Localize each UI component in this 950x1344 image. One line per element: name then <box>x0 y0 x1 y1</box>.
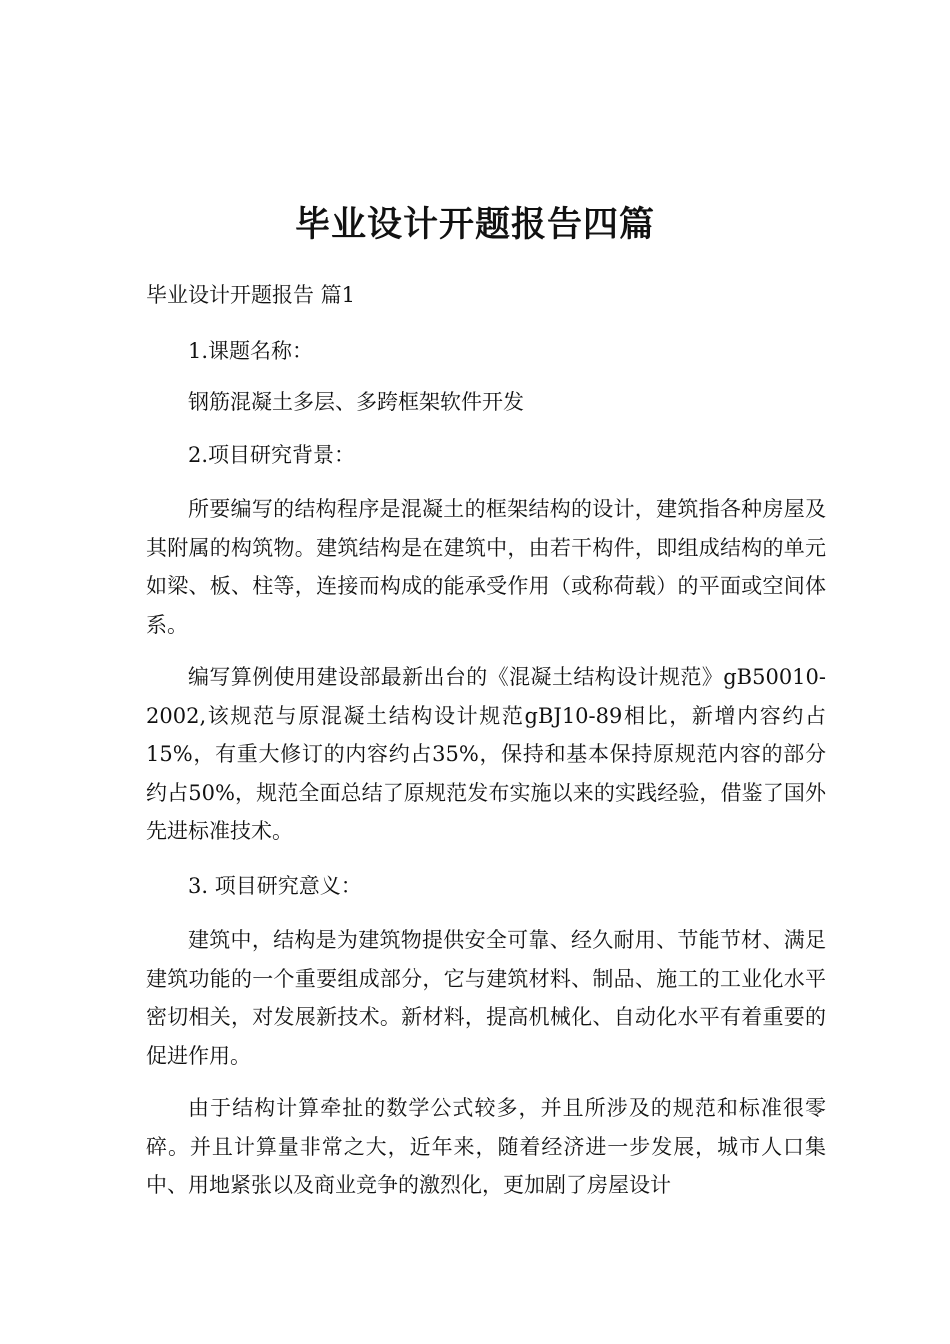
item-1-value: 钢筋混凝土多层、多跨框架软件开发 <box>188 390 524 414</box>
item-3-label: 3. 项目研究意义： <box>188 874 362 898</box>
item-2-paragraph-1: 所要编写的结构程序是混凝土的框架结构的设计，建筑指各种房屋及其附属的构筑物。建筑结构是在建筑中，由若干构件，即组成结构的单元如梁、板、柱等，连接而构成的能承受作用（或称荷载）的平面或空间体系。 <box>146 497 826 637</box>
item-2-label: 2.项目研究背景： <box>188 443 356 467</box>
item-3-paragraph-1: 建筑中，结构是为建筑物提供安全可靠、经久耐用、节能节材、满足建筑功能的一个重要组成部分，它与建筑材料、制品、施工的工业化水平密切相关，对发展新技术。新材料，提高机械化、自动化水平有着重要的促进作用。 <box>146 928 826 1068</box>
item-2-paragraph-2: 编写算例使用建设部最新出台的《混凝土结构设计规范》gB50010-2002,该规范与原混凝土结构设计规范gBJ10-89相比，新增内容约占15%，有重大修订的内容约占35%，保持和基本保持原规范内容的部分约占50%，规范全面总结了原规范发布实施以来的实践经验，借鉴了国外先进标准技术。 <box>146 665 826 843</box>
item-3-paragraph-2: 由于结构计算牵扯的数学公式较多，并且所涉及的规范和标准很零碎。并且计算量非常之大，近年来，随着经济进一步发展，城市人口集中、用地紧张以及商业竞争的激烈化，更加剧了房屋设计 <box>146 1096 826 1197</box>
item-1-label: 1.课题名称： <box>188 339 314 363</box>
section-heading: 毕业设计开题报告 篇1 <box>146 283 356 307</box>
document-title: 毕业设计开题报告四篇 <box>294 205 655 245</box>
